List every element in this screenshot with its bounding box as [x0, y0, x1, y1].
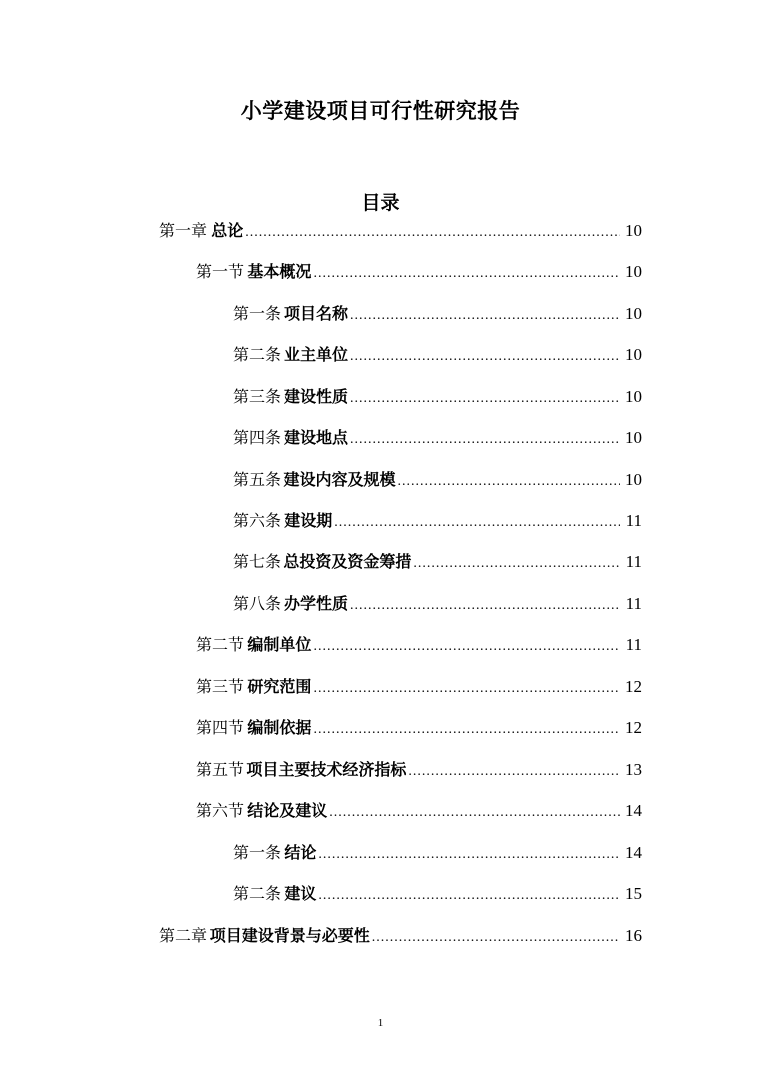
dot-leader	[350, 344, 620, 370]
toc-entry-page: 10	[625, 304, 642, 323]
dot-leader	[350, 386, 620, 412]
toc-entry-number: 第二章	[159, 926, 208, 945]
dot-leader	[313, 634, 620, 660]
dot-leader	[398, 469, 621, 495]
toc-entry-label: 项目名称	[284, 304, 349, 323]
toc-entry-article[interactable]	[233, 591, 642, 617]
toc-entry-label: 结论及建议	[247, 801, 328, 820]
toc-entry-article[interactable]	[233, 881, 642, 907]
toc-entry-page: 10	[625, 221, 642, 240]
toc-entry-article[interactable]	[233, 384, 642, 410]
dot-leader	[313, 676, 620, 702]
toc-entry-page: 11	[625, 594, 642, 613]
toc-entry-number: 第六条	[233, 511, 282, 530]
toc-entry-article[interactable]	[233, 508, 642, 534]
toc-entry-number: 第四节	[196, 718, 245, 737]
toc-entry-number: 第一条	[233, 843, 282, 862]
toc-entry-number: 第四条	[233, 428, 282, 447]
toc-entry-number: 第三条	[233, 387, 282, 406]
toc-entry-label: 项目主要技术经济指标	[246, 760, 407, 779]
dot-leader	[413, 551, 620, 577]
toc-entry-label: 建设内容及规模	[283, 470, 396, 489]
document-title: 小学建设项目可行性研究报告	[240, 99, 521, 123]
toc-entry-label: 结论	[284, 843, 317, 862]
toc-entry-number: 第八条	[233, 594, 282, 613]
toc-entry-article[interactable]	[233, 549, 642, 575]
toc-entry-number: 第二条	[233, 884, 282, 903]
toc-entry-label: 建设性质	[284, 387, 349, 406]
toc-entry-section-1[interactable]	[196, 259, 642, 285]
toc-entry-page: 14	[625, 843, 642, 862]
toc-entry-page: 14	[625, 801, 642, 820]
toc-entry-article[interactable]	[233, 425, 642, 451]
toc-entry-number: 第七条	[233, 552, 282, 571]
dot-leader	[313, 717, 620, 743]
toc-entry-section[interactable]	[196, 757, 642, 783]
toc-entry-section[interactable]	[196, 715, 642, 741]
toc-entry-chapter-2[interactable]	[159, 923, 642, 949]
toc-entry-article[interactable]	[233, 840, 642, 866]
toc-entry-chapter-1[interactable]	[159, 218, 642, 244]
toc-entry-number: 第一条	[233, 304, 282, 323]
toc-entry-page: 16	[625, 926, 642, 945]
toc-entry-number: 第六节	[196, 801, 245, 820]
toc-entry-label: 编制依据	[247, 718, 312, 737]
toc-entry-article[interactable]	[233, 342, 642, 368]
toc-entry-label: 总投资及资金筹措	[283, 552, 412, 571]
toc-entry-page: 11	[625, 635, 642, 654]
dot-leader	[318, 883, 620, 909]
dot-leader	[318, 842, 620, 868]
toc-entry-page: 10	[625, 428, 642, 447]
toc-entry-number: 第二节	[196, 635, 245, 654]
toc-entry-label: 研究范围	[247, 677, 312, 696]
dot-leader	[245, 220, 620, 246]
toc-entry-article[interactable]	[233, 467, 642, 493]
toc-entry-page: 13	[625, 760, 642, 779]
toc-entry-label: 建议	[284, 884, 317, 903]
dot-leader	[334, 510, 620, 536]
toc-entry-page: 10	[625, 387, 642, 406]
toc-entry-article[interactable]	[233, 301, 642, 327]
toc-entry-label: 总论	[211, 221, 244, 240]
toc-entry-page: 10	[625, 262, 642, 281]
dot-leader	[350, 593, 620, 619]
toc-entry-section[interactable]	[196, 632, 642, 658]
toc-entry-number: 第一节	[196, 262, 245, 281]
dot-leader	[408, 759, 620, 785]
dot-leader	[329, 800, 620, 826]
dot-leader	[350, 427, 620, 453]
toc-entry-section[interactable]	[196, 798, 642, 824]
toc-entry-page: 11	[625, 552, 642, 571]
toc-entry-label: 办学性质	[284, 594, 349, 613]
dot-leader	[372, 925, 620, 951]
toc-entry-page: 11	[625, 511, 642, 530]
toc-entry-number: 第三节	[196, 677, 245, 696]
toc-entry-page: 12	[625, 677, 642, 696]
toc-entry-page: 10	[625, 345, 642, 364]
toc-entry-label: 编制单位	[247, 635, 312, 654]
toc-entry-page: 10	[625, 470, 642, 489]
dot-leader	[350, 303, 620, 329]
toc-entry-number: 第二条	[233, 345, 282, 364]
toc-entry-label: 建设地点	[284, 428, 349, 447]
toc-entry-page: 12	[625, 718, 642, 737]
page-number: 1	[377, 1017, 384, 1029]
toc-entry-label: 业主单位	[284, 345, 349, 364]
toc-entry-page: 15	[625, 884, 642, 903]
toc-entry-number: 第五节	[196, 760, 245, 779]
toc-entry-label: 项目建设背景与必要性	[209, 926, 370, 945]
toc-heading: 目录	[361, 192, 400, 214]
toc-entry-section[interactable]	[196, 674, 642, 700]
toc-entry-label: 基本概况	[247, 262, 312, 281]
toc-entry-number: 第五条	[233, 470, 282, 489]
dot-leader	[313, 261, 620, 287]
toc-entry-number: 第一章	[159, 221, 208, 240]
toc-entry-label: 建设期	[284, 511, 333, 530]
